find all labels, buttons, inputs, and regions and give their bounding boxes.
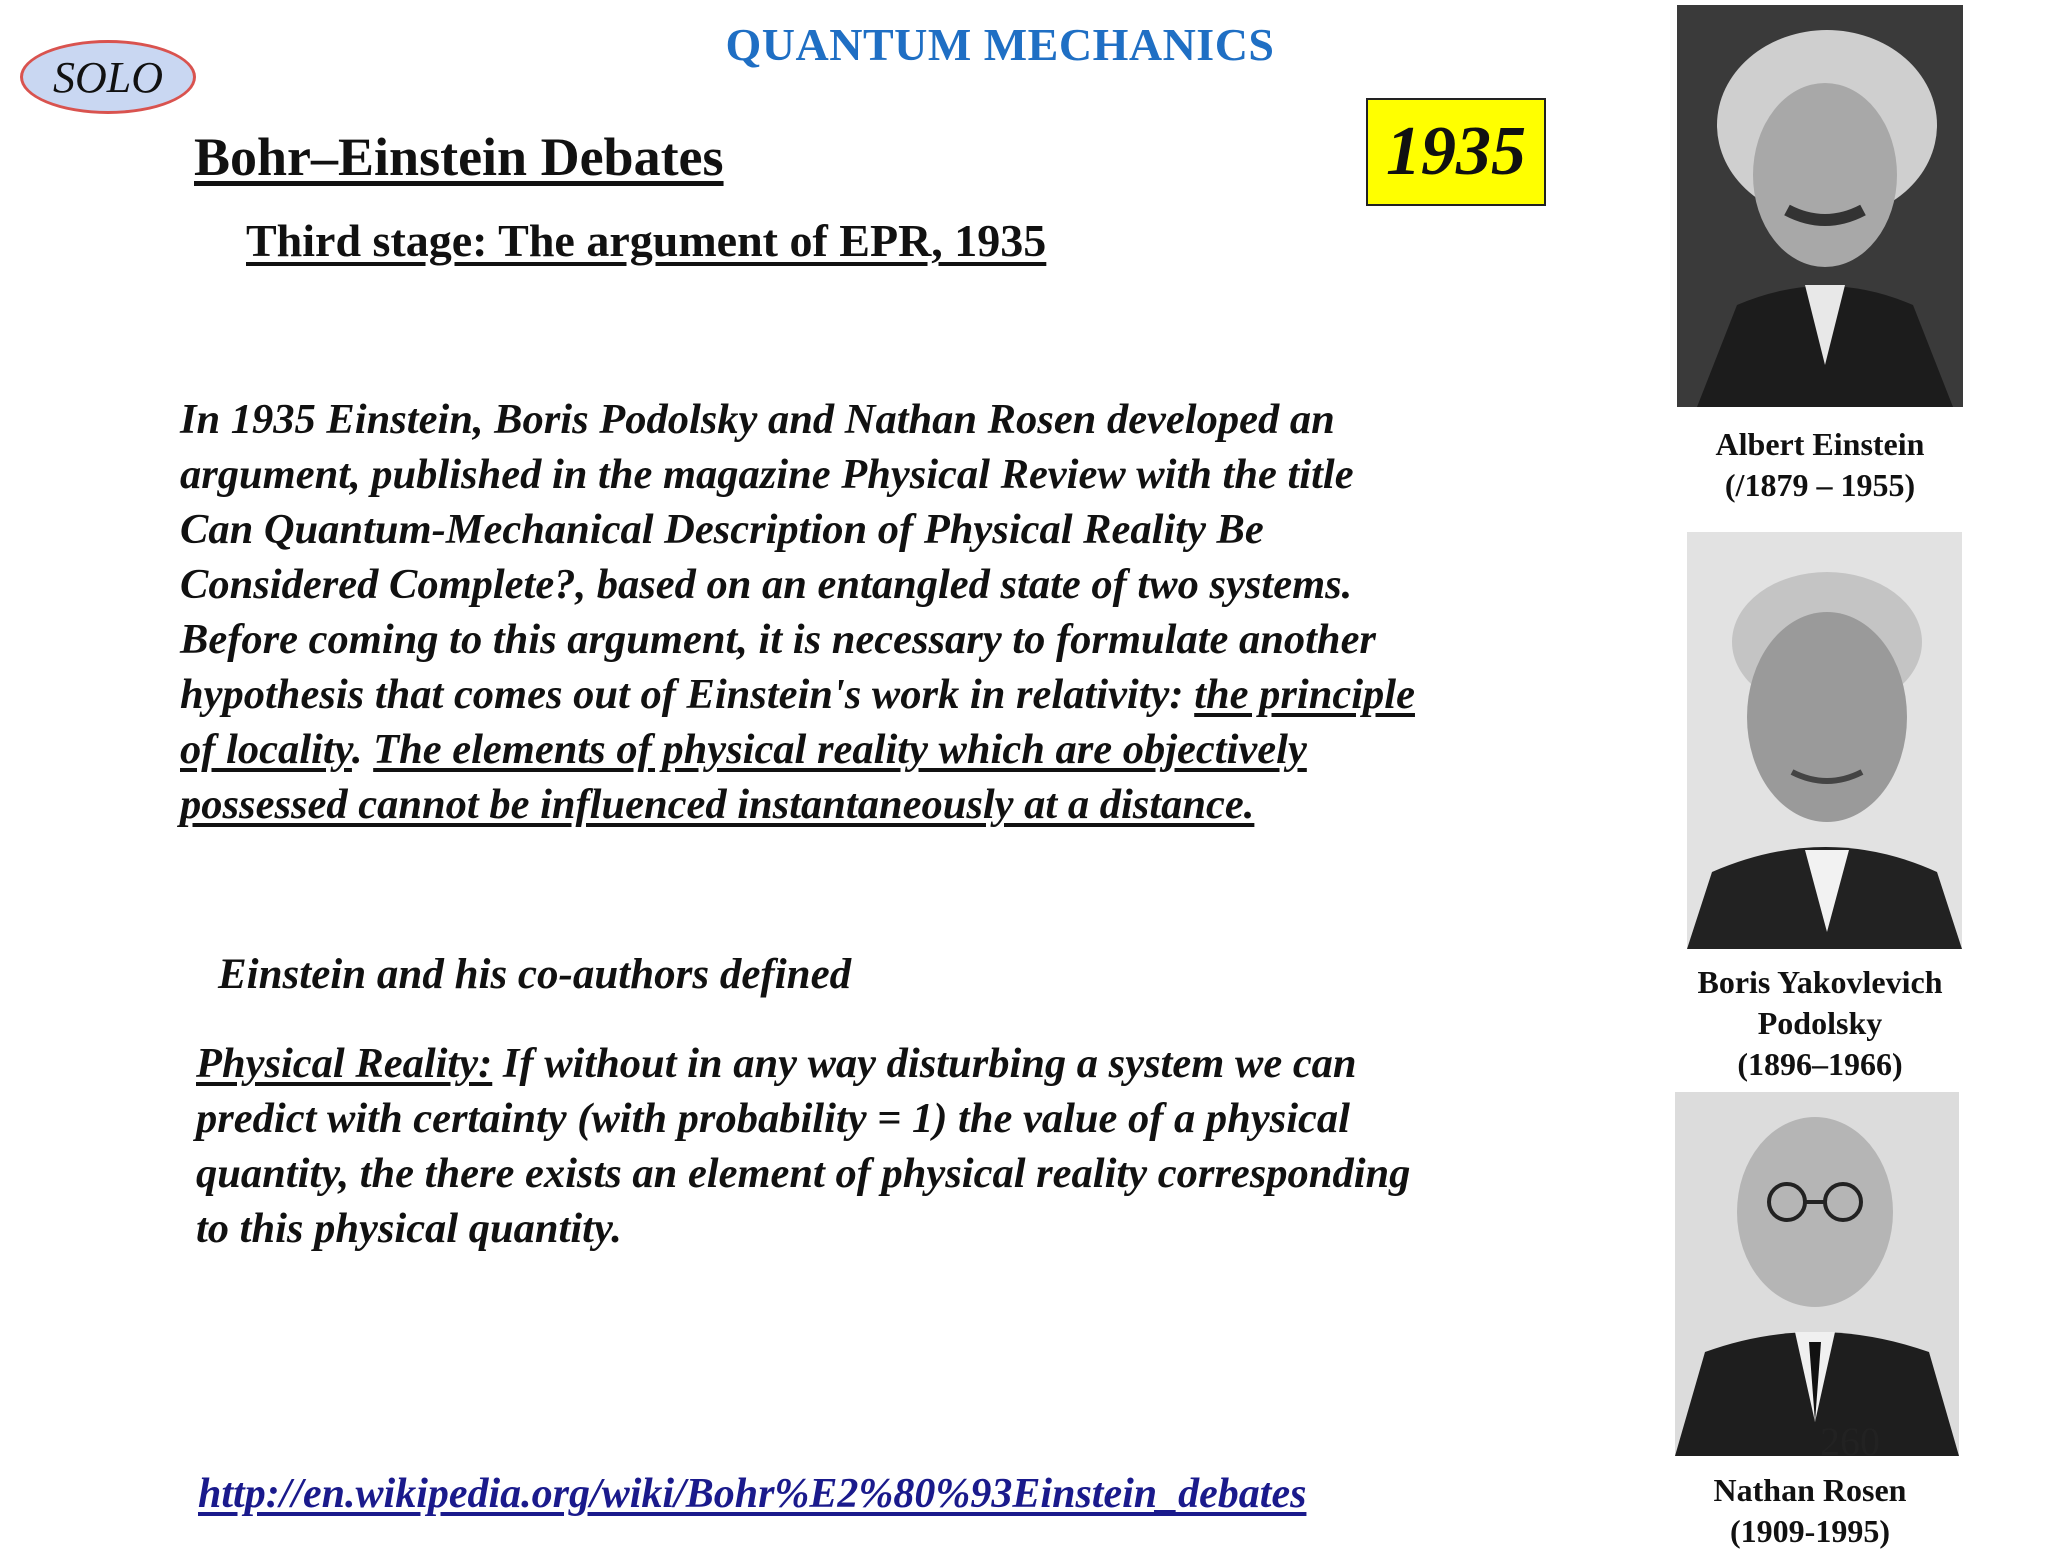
- physical-reality-definition: [196, 1036, 1556, 1256]
- wikipedia-link[interactable]: http://en.wikipedia.org/wiki/Bohr%E2%80%93Einstein_debates: [198, 1471, 1307, 1517]
- page-number: 260: [1820, 1419, 1880, 1464]
- definition-intro: Einstein and his co-authors defined: [218, 951, 852, 998]
- portrait-image: [1687, 532, 1962, 949]
- definition-line: to this physical quantity.: [196, 1205, 622, 1252]
- paragraph-line: [180, 777, 1540, 832]
- portrait-image: [1677, 5, 1963, 407]
- paragraph-text: hypothesis that comes out of Einstein's work in relativity:: [180, 671, 1195, 718]
- paragraph-line: argument, published in the magazine Physical Review with the title: [180, 451, 1354, 498]
- portrait-dates: (/1879 – 1955): [1724, 467, 1916, 503]
- paragraph-line: Before coming to this argument, it is necessary to formulate another: [180, 616, 1376, 663]
- year-badge: 1935: [1366, 98, 1546, 206]
- paragraph-line: Can Quantum-Mechanical Description of Physical Reality Be: [180, 506, 1264, 553]
- principle-of-locality-text: of locality: [180, 726, 352, 773]
- subtitle: Third stage: The argument of EPR, 1935: [246, 215, 1047, 266]
- portrait-name: Albert Einstein: [1715, 426, 1925, 462]
- paragraph-line: Considered Complete?, based on an entangled state of two systems.: [180, 561, 1353, 608]
- einstein-caption: [1660, 424, 1980, 506]
- locality-statement: possessed cannot be influenced instantaneously at a distance.: [180, 781, 1255, 828]
- einstein-portrait: [1677, 5, 1963, 407]
- locality-statement: The elements of physical reality which are objectively: [373, 726, 1307, 773]
- section-title: Bohr–Einstein Debates: [194, 127, 724, 187]
- portrait-dates: (1896–1966): [1737, 1046, 1903, 1082]
- portrait-image: [1675, 1092, 1959, 1456]
- podolsky-caption: [1660, 962, 1980, 1085]
- definition-line: predict with certainty (with probability = 1) the value of a physical: [196, 1095, 1350, 1142]
- paragraph-line: In 1935 Einstein, Boris Podolsky and Nathan Rosen developed an: [180, 396, 1335, 443]
- rosen-portrait: [1675, 1092, 1959, 1456]
- definition-term: Physical Reality:: [196, 1040, 493, 1087]
- principle-of-locality-text: the principle: [1194, 671, 1415, 718]
- solo-badge: SOLO: [20, 40, 196, 114]
- portrait-name: Boris Yakovlevich: [1697, 964, 1943, 1000]
- definition-text: If without in any way disturbing a system we can: [492, 1040, 1357, 1087]
- epr-paragraph: [180, 392, 1540, 832]
- portrait-dates: (1909-1995): [1730, 1513, 1890, 1549]
- rosen-caption: [1650, 1470, 1970, 1552]
- paragraph-text: .: [351, 726, 374, 773]
- paragraph-line: [180, 667, 1540, 722]
- paragraph-line: [180, 722, 1540, 777]
- podolsky-portrait: [1687, 532, 1962, 949]
- portrait-name: Nathan Rosen: [1713, 1472, 1907, 1508]
- definition-line: [196, 1036, 1556, 1091]
- page-header-title: QUANTUM MECHANICS: [725, 19, 1275, 70]
- portrait-name: Podolsky: [1757, 1005, 1883, 1041]
- definition-line: quantity, the there exists an element of physical reality corresponding: [196, 1150, 1411, 1197]
